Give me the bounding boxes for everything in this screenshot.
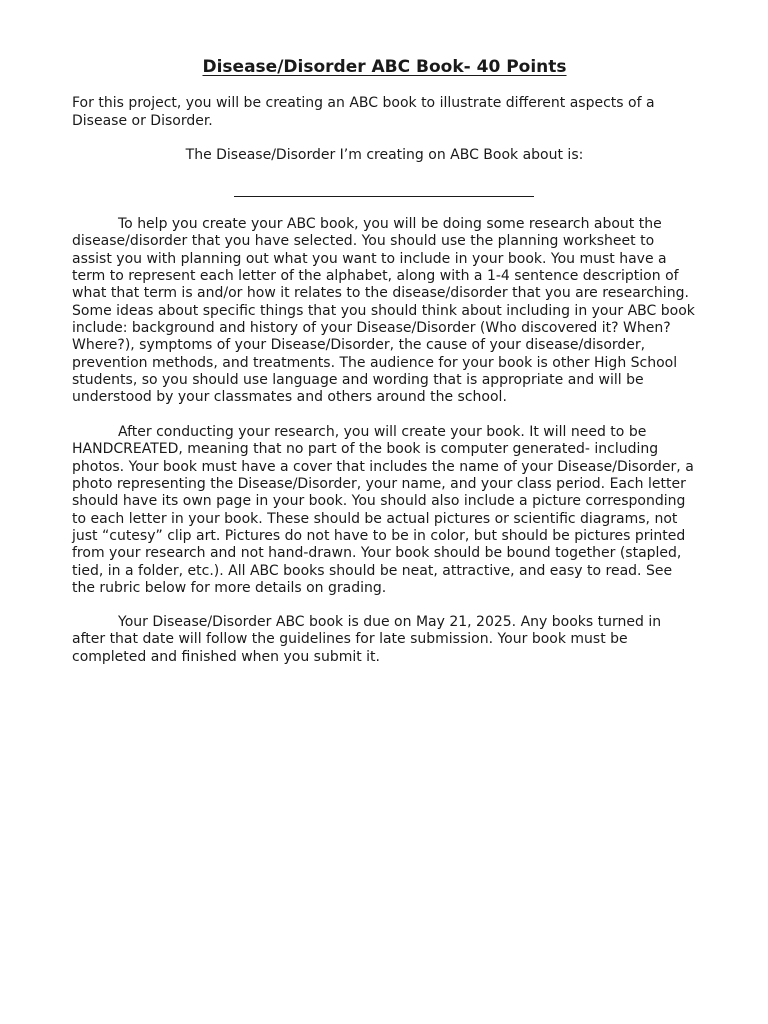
topic-prompt: The Disease/Disorder I’m creating on ABC Book about is: — [185, 147, 584, 163]
document-title: Disease/Disorder ABC Book- 40 Points — [202, 57, 567, 77]
instructions-paragraph-due-date: Your Disease/Disorder ABC book is due on May 21, 2025. Any books turned in after that date will follow the guidelines for late submission. Your book must be completed and finished when you submit it. — [72, 614, 662, 665]
intro-paragraph: For this project, you will be creating an ABC book to illustrate different aspects of a Disease or Disorder. — [72, 95, 655, 129]
instructions-paragraph-creation: After conducting your research, you will create your book. It will need to be HANDCREATED, meaning that no part of the book is computer generated- including photos. Your book must have a cover that includes the name of your Disease/Disorder, a photo representing the Disease/Disorder, your name, and your class period. Each letter should have its own page in your book. You should also include a picture corresponding to each letter in your book. These should be actual pictures or scientific diagrams, not just “cutesy” clip art. Pictures do not have to be in color, but should be pictures printed from your research and not hand-drawn. Your book should be bound together (stapled, tied, in a folder, etc.). All ABC books should be neat, attractive, and easy to read. See the rubric below for more details on grading. — [72, 424, 694, 597]
instructions-paragraph-research: To help you create your ABC book, you will be doing some research about the disease/disorder that you have selected. You should use the planning worksheet to assist you with planning out what you want to include in your book. You must have a term to represent each letter of the alphabet, along with a 1-4 sentence description of what that term is and/or how it relates to the disease/disorder that you are researching. Some ideas about specific things that you should think about including in your ABC book include: background and history of your Disease/Disorder (Who discovered it? When? Where?), symptoms of your Disease/Disorder, the cause of your disease/disorder, prevention methods, and treatments. The audience for your book is other High School students, so you should use language and wording that is appropriate and will be understood by your classmates and others around the school. — [72, 216, 695, 406]
topic-answer-blank — [234, 196, 534, 197]
